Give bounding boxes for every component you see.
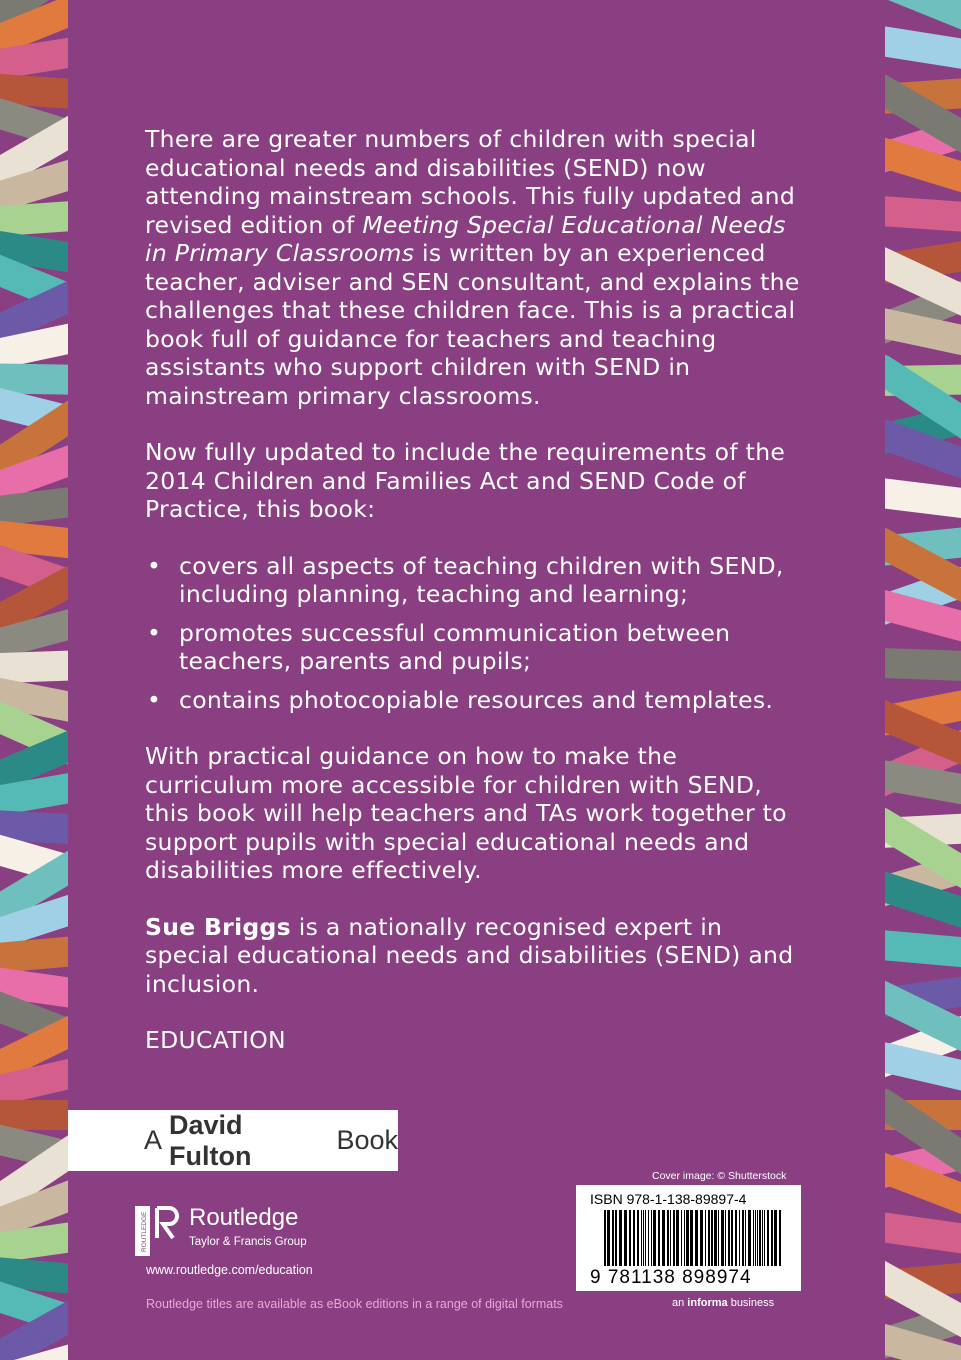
barcode-bar xyxy=(670,1210,671,1266)
blurb xyxy=(145,125,805,1083)
right-stripe-art xyxy=(885,0,961,1360)
logo-vertical-text: ROUTLEDGE xyxy=(141,1211,148,1252)
barcode-bar xyxy=(648,1210,649,1266)
decorative-stripe xyxy=(0,1100,68,1130)
barcode-bar xyxy=(767,1210,769,1266)
barcode-bar xyxy=(604,1210,606,1266)
imprint-prefix: A xyxy=(144,1125,163,1155)
intro-text-1: There are greater numbers of children with special educational needs and disabilities (SEND) now attending mainstream schools. This fully updated and revised edition of xyxy=(145,125,796,239)
imprint-suffix: Book xyxy=(336,1125,398,1155)
author-paragraph xyxy=(145,913,805,999)
barcode-bar xyxy=(779,1210,781,1266)
barcode-bar xyxy=(718,1210,719,1266)
barcode-bar xyxy=(667,1210,669,1266)
decorative-stripe xyxy=(885,194,961,245)
bullet-icon: • xyxy=(147,685,162,714)
imprint-banner xyxy=(68,1110,398,1171)
barcode-bar xyxy=(607,1210,610,1266)
barcode-bar xyxy=(690,1210,693,1266)
barcode-bar xyxy=(728,1210,730,1266)
barcode-bar xyxy=(676,1210,679,1266)
list-item xyxy=(145,686,805,715)
barcode-bar xyxy=(612,1210,614,1266)
barcode-bar xyxy=(700,1210,703,1266)
publisher-group: Taylor & Francis Group xyxy=(189,1236,307,1248)
barcode-bar xyxy=(673,1210,675,1266)
barcode-bar xyxy=(681,1210,682,1266)
barcode-box xyxy=(576,1185,801,1291)
bullet-text: promotes successful communication between teachers, parents and pupils; xyxy=(179,618,731,675)
imprint-name: David Fulton xyxy=(169,1109,252,1171)
ebook-note: Routledge titles are available as eBook editions in a range of digital formats xyxy=(146,1297,563,1311)
informa-pre: an xyxy=(672,1297,688,1309)
barcode-bar xyxy=(774,1210,777,1266)
informa-post: business xyxy=(727,1297,775,1309)
list-item xyxy=(145,552,805,609)
barcode-bar xyxy=(615,1210,617,1266)
barcode-bar xyxy=(643,1210,644,1266)
informa-tagline xyxy=(672,1297,774,1309)
barcode-bar xyxy=(735,1210,737,1266)
guidance-paragraph: With practical guidance on how to make the curriculum more accessible for children with SEND, this book will help teachers and TAs work together to support pupils with special educational needs and disabilities more effectively. xyxy=(145,742,787,884)
barcode-bar xyxy=(662,1210,665,1266)
author-bio: is a nationally recognised expert in special educational needs and disabilities (SEND) and inclusion. xyxy=(145,912,794,998)
barcode-bar xyxy=(658,1210,660,1266)
intro-text-2: is written by an experienced teacher, adviser and SEN consultant, and explains the challenges that these children face. This is a practical book full of guidance for teachers and teaching assistants who support children with SEND in mainstream primary classrooms. xyxy=(145,239,800,410)
barcode-bar xyxy=(762,1210,763,1266)
barcode-bar xyxy=(686,1210,689,1266)
update-paragraph: Now fully updated to include the requirements of the 2014 Children and Families Act and SEND Code of Practice, this book: xyxy=(145,438,786,523)
barcode-bar xyxy=(757,1210,758,1266)
barcode-bar xyxy=(637,1210,639,1266)
barcode-bar xyxy=(764,1210,765,1266)
barcode-bar xyxy=(755,1210,756,1266)
barcode-bar xyxy=(742,1210,744,1266)
barcode-bar xyxy=(684,1210,685,1266)
barcode-bar xyxy=(725,1210,726,1266)
bullet-icon: • xyxy=(147,551,162,580)
category-label: EDUCATION xyxy=(145,1026,286,1054)
intro-paragraph xyxy=(145,125,805,410)
barcode-bar xyxy=(721,1210,724,1266)
barcode-bar xyxy=(711,1210,713,1266)
barcode-bar xyxy=(759,1210,761,1266)
bullet-text: covers all aspects of teaching children with SEND, including planning, teaching and learning; xyxy=(179,551,784,608)
barcode-bar xyxy=(731,1210,733,1266)
left-stripe-art xyxy=(0,0,68,1360)
barcode-bar xyxy=(705,1210,706,1266)
book-title-italic: Meeting Special Educational Needs in Primary Classrooms xyxy=(145,210,786,267)
barcode-bar xyxy=(695,1210,698,1266)
barcode-bar xyxy=(748,1210,751,1266)
barcode-bar xyxy=(624,1210,627,1266)
decorative-stripe xyxy=(885,647,961,687)
feature-list xyxy=(145,552,805,715)
barcode-bar xyxy=(753,1210,754,1266)
barcode-bar xyxy=(645,1210,646,1266)
bullet-text: contains photocopiable resources and templates. xyxy=(179,685,774,714)
barcode-bar xyxy=(708,1210,710,1266)
barcode-bar xyxy=(714,1210,717,1266)
bullet-icon: • xyxy=(147,618,162,647)
barcode-digits: 9 781138 898974 xyxy=(590,1267,752,1288)
barcode-bar xyxy=(651,1210,652,1266)
barcode-bar xyxy=(739,1210,740,1266)
barcode-bar xyxy=(619,1210,622,1266)
cover-credit: Cover image: © Shutterstock xyxy=(652,1170,787,1182)
routledge-logo-icon xyxy=(135,1206,181,1258)
barcode-bars-icon xyxy=(604,1210,784,1268)
barcode-bar xyxy=(641,1210,642,1266)
list-item xyxy=(145,619,805,676)
barcode-bar xyxy=(745,1210,746,1266)
isbn-label: ISBN 978-1-138-89897-4 xyxy=(590,1191,747,1207)
informa-bold: informa xyxy=(687,1297,728,1309)
decorative-stripe xyxy=(885,927,961,983)
barcode-bar xyxy=(629,1210,631,1266)
barcode-bar xyxy=(633,1210,635,1266)
publisher-name: Routledge xyxy=(189,1204,299,1231)
barcode-bar xyxy=(771,1210,773,1266)
author-name: Sue Briggs xyxy=(145,912,291,941)
barcode-bar xyxy=(653,1210,656,1266)
publisher-url[interactable]: www.routledge.com/education xyxy=(146,1263,313,1277)
